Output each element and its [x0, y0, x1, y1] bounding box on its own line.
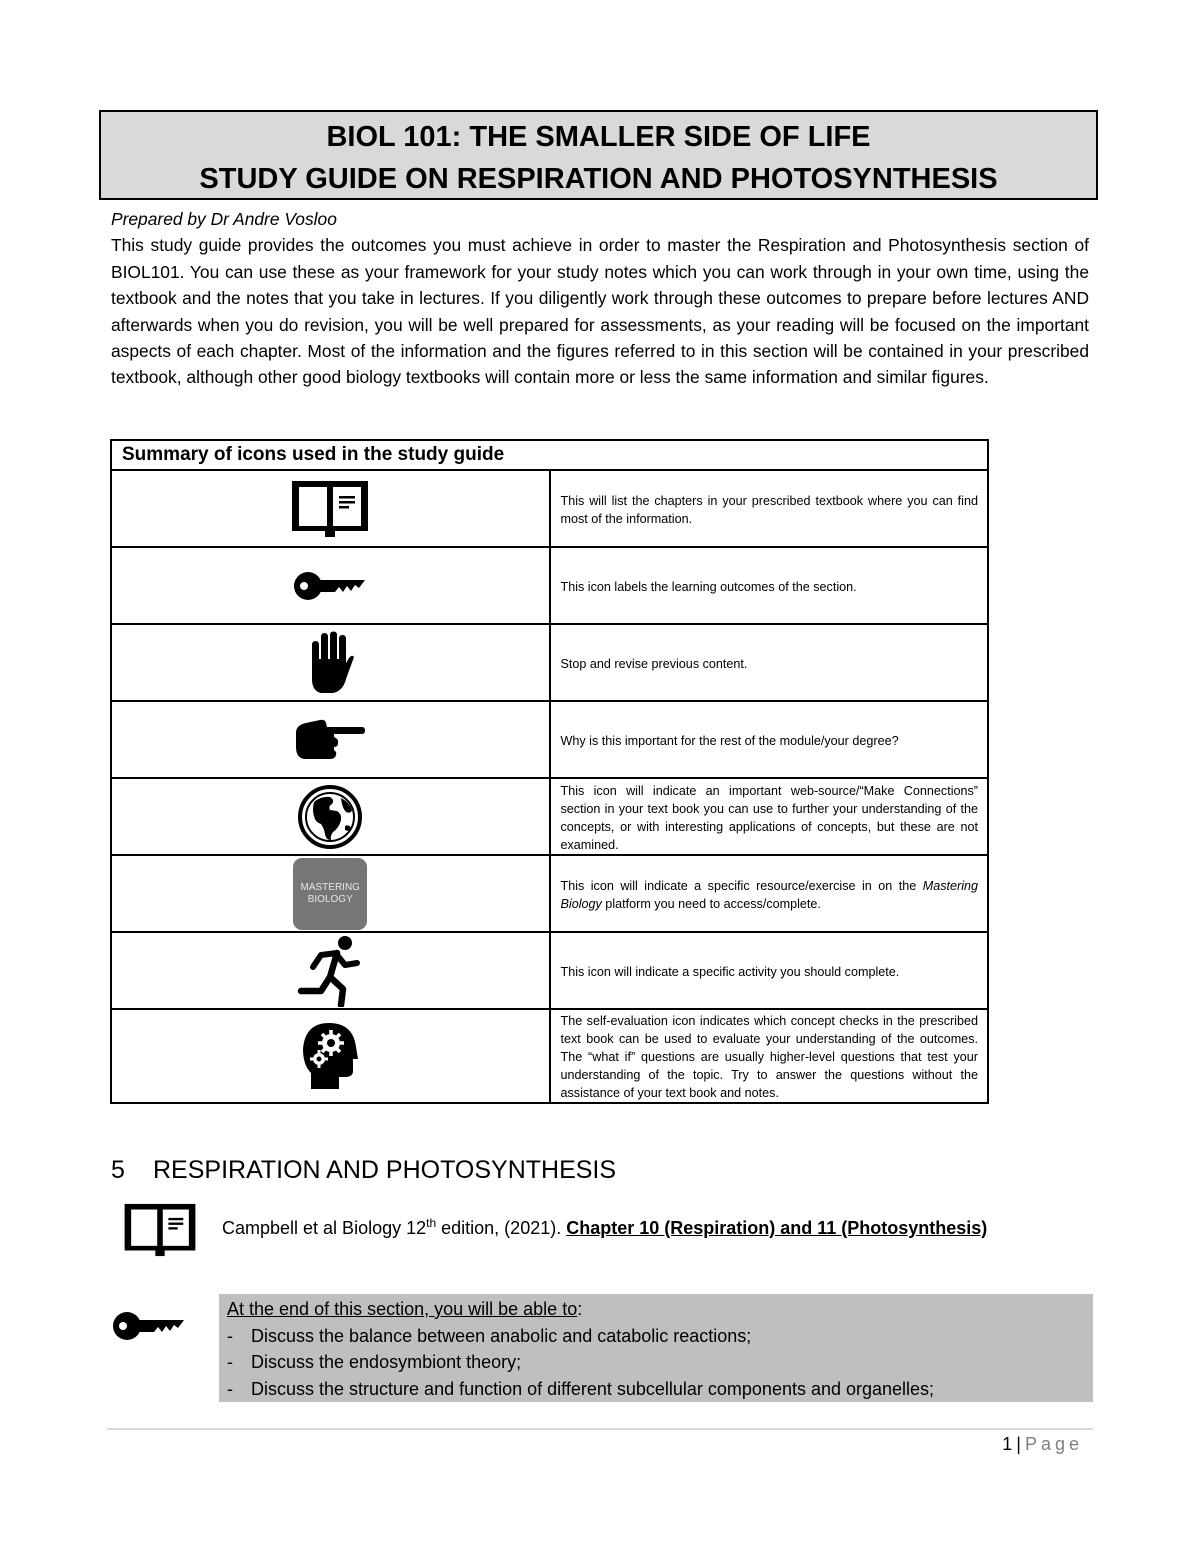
list-item: - Discuss the endosymbiont theory;	[227, 1349, 1093, 1376]
stop-hand-icon	[305, 631, 355, 695]
pointing-hand-icon	[294, 717, 366, 763]
table-row	[111, 624, 988, 701]
textbook-reference: Campbell et al Biology 12th edition, (2021). Chapter 10 (Respiration) and 11 (Photosynthesis)	[222, 1216, 988, 1238]
key-icon	[112, 1306, 186, 1346]
table-row	[111, 778, 988, 855]
table-row	[111, 1009, 988, 1103]
page-footer: 1 | Page	[1002, 1434, 1083, 1454]
icon-description: This icon will indicate a specific resource/exercise in on the Mastering Biology platform you need to access/complete.	[550, 855, 989, 932]
footer-divider	[107, 1428, 1093, 1430]
head-gears-icon	[301, 1021, 359, 1091]
icon-description: Stop and revise previous content.	[550, 624, 989, 701]
page-label: Page	[1024, 1434, 1083, 1454]
book-icon	[123, 1203, 197, 1257]
globe-icon	[297, 784, 363, 850]
chapter-reference: Chapter 10 (Respiration) and 11 (Photosynthesis)	[566, 1218, 988, 1238]
icon-description: Why is this important for the rest of the module/your degree?	[550, 701, 989, 778]
list-item: - Discuss the structure and function of different subcellular components and organelles;	[227, 1376, 1093, 1403]
table-row	[111, 855, 988, 932]
course-title: BIOL 101: THE SMALLER SIDE OF LIFE	[326, 121, 871, 153]
icon-description: This icon will indicate an important web-source/“Make Connections” section in your text book you can use to further your understanding of the concepts, or with interesting applications of concepts, but these are not examined.	[550, 778, 989, 855]
table-row	[111, 701, 988, 778]
outcomes-lead: At the end of this section, you will be able to:	[227, 1299, 583, 1319]
section-heading	[111, 1156, 616, 1185]
guide-title: STUDY GUIDE ON RESPIRATION AND PHOTOSYNTHESIS	[199, 163, 998, 195]
book-icon	[291, 480, 369, 538]
intro-section	[111, 206, 1089, 391]
mastering-biology-icon: MASTERING BIOLOGY	[293, 858, 367, 930]
list-item: - Discuss the balance between anabolic and catabolic reactions;	[227, 1323, 1093, 1350]
icons-table-heading: Summary of icons used in the study guide	[111, 440, 988, 470]
icons-summary-table	[110, 439, 989, 1104]
icon-description: This will list the chapters in your prescribed textbook where you can find most of the information.	[550, 470, 989, 547]
table-row	[111, 470, 988, 547]
section-number: 5	[111, 1156, 125, 1184]
icon-description: The self-evaluation icon indicates which concept checks in the prescribed text book can be used to evaluate your understanding of the outcomes. The “what if” questions are usually higher-level questions that test your understanding of the topic. Try to answer the questions without the assistance of your text book and notes.	[550, 1009, 989, 1103]
learning-outcomes-box	[219, 1294, 1093, 1402]
table-row	[111, 932, 988, 1009]
outcomes-list	[227, 1323, 1093, 1403]
icon-description: This icon labels the learning outcomes of the section.	[550, 547, 989, 624]
key-icon	[293, 566, 367, 606]
table-row	[111, 547, 988, 624]
document-title-box	[99, 110, 1098, 200]
icon-description: This icon will indicate a specific activity you should complete.	[550, 932, 989, 1009]
page-number: 1	[1002, 1434, 1013, 1454]
prepared-by: Prepared by Dr Andre Vosloo	[111, 209, 337, 229]
section-title: RESPIRATION AND PHOTOSYNTHESIS	[153, 1156, 617, 1184]
running-person-icon	[297, 935, 363, 1007]
intro-paragraph: This study guide provides the outcomes you must achieve in order to master the Respiration and Photosynthesis section of BIOL101. You can use these as your framework for your study notes which you can work through in your own time, using the textbook and the notes that you take in lectures. If you diligently work through these outcomes to prepare before lectures AND afterwards when you do revision, you will be well prepared for assessments, as your reading will be focused on the important aspects of each chapter. Most of the information and the figures referred to in this section will be contained in your prescribed textbook, although other good biology textbooks will contain more or less the same information and similar figures.	[111, 235, 1089, 388]
